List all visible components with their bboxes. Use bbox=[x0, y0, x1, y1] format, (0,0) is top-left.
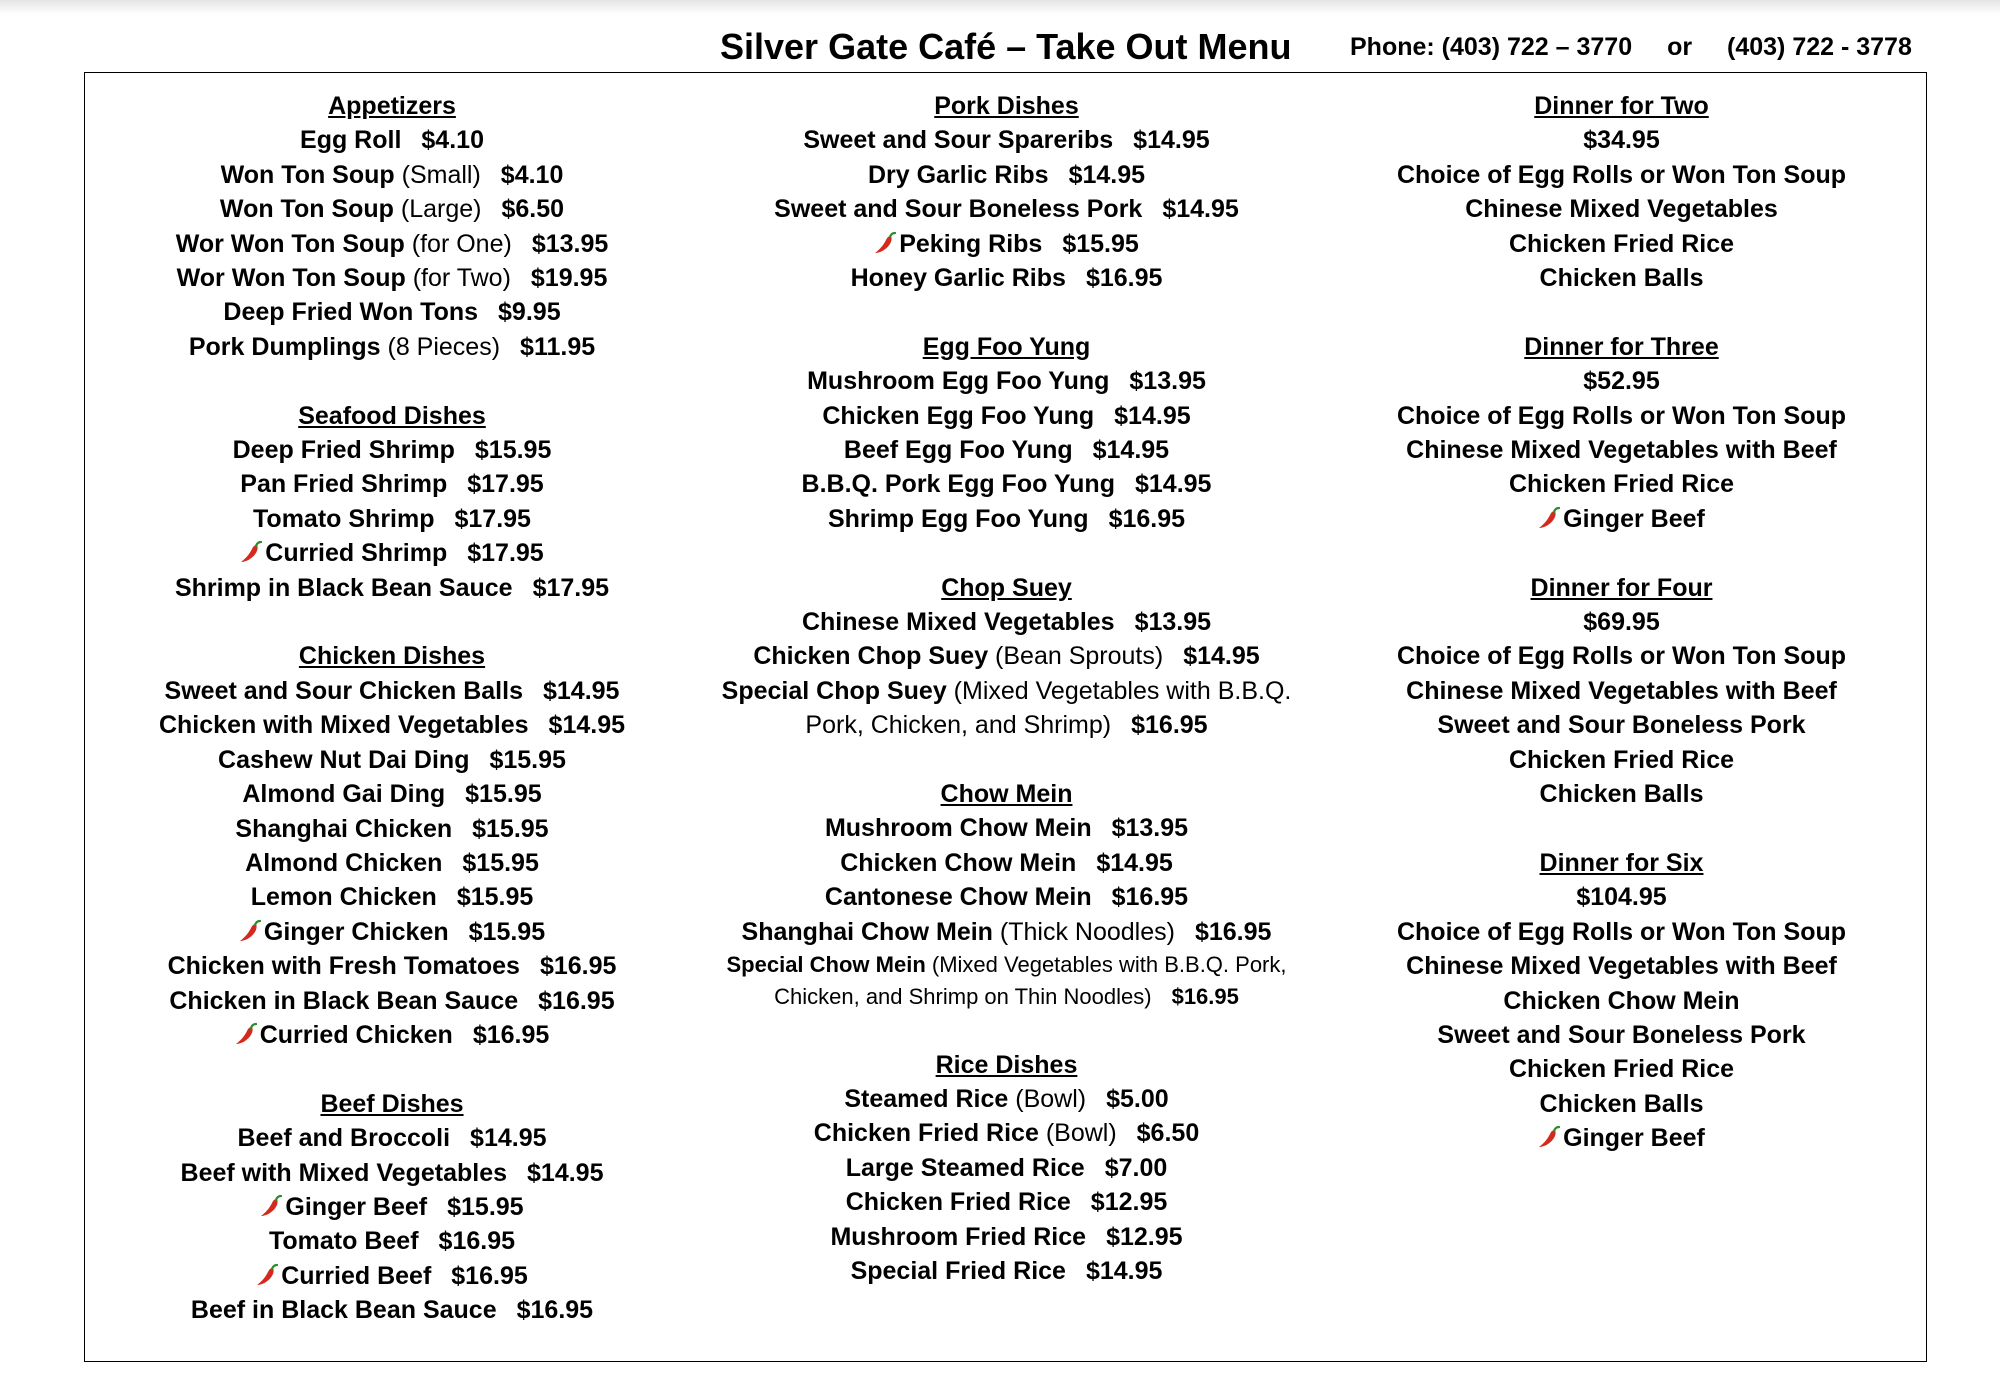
item-name: Chinese Mixed Vegetables bbox=[1465, 195, 1778, 224]
item-name: Choice of Egg Rolls or Won Ton Soup bbox=[1396, 917, 1847, 946]
item-price: $13.95 bbox=[1134, 608, 1212, 637]
section-heading-chicken-dishes: Chicken Dishes bbox=[298, 642, 486, 671]
menu-item bbox=[100, 536, 684, 570]
section-heading-chow-mein: Chow Mein bbox=[940, 780, 1073, 809]
item-name: Pan Fried Shrimp bbox=[240, 470, 448, 499]
item-price: $19.95 bbox=[530, 264, 608, 293]
menu-item bbox=[100, 502, 684, 536]
item-price: $15.95 bbox=[474, 436, 552, 465]
dinner-price: $52.95 bbox=[1583, 367, 1660, 396]
menu-item bbox=[695, 1082, 1318, 1116]
item-price: $12.95 bbox=[1106, 1222, 1183, 1251]
menu-item bbox=[1318, 1018, 1925, 1052]
item-price: $14.95 bbox=[1133, 126, 1210, 155]
menu-item bbox=[695, 674, 1318, 743]
item-price: $16.95 bbox=[1108, 504, 1186, 533]
menu-item bbox=[1318, 777, 1925, 811]
item-price: $4.10 bbox=[421, 126, 484, 155]
menu-item bbox=[1318, 1087, 1925, 1121]
menu-item bbox=[100, 1224, 684, 1258]
item-name: Pork Dumplings bbox=[188, 332, 381, 361]
menu-column-middle bbox=[695, 89, 1318, 1288]
item-name: Chicken with Fresh Tomatoes bbox=[167, 952, 520, 981]
item-price: $13.95 bbox=[1111, 814, 1189, 843]
item-name: Cashew Nut Dai Ding bbox=[218, 745, 470, 774]
item-name: Chinese Mixed Vegetables with Beef bbox=[1406, 436, 1837, 465]
menu-item bbox=[695, 123, 1318, 157]
item-name: Chicken Balls bbox=[1539, 780, 1704, 809]
menu-item bbox=[695, 399, 1318, 433]
item-name: Beef in Black Bean Sauce bbox=[190, 1296, 497, 1325]
item-name: Lemon Chicken bbox=[250, 883, 437, 912]
menu-item bbox=[100, 261, 684, 295]
item-name: Chinese Mixed Vegetables with Beef bbox=[1406, 676, 1837, 705]
item-name: Chicken Chow Mein bbox=[840, 848, 1077, 877]
dinner-price: $104.95 bbox=[1576, 883, 1667, 912]
phone-number-1: (403) 722 – 3770 bbox=[1441, 33, 1633, 61]
item-price: $17.95 bbox=[532, 573, 610, 602]
dinner-price: $69.95 bbox=[1583, 608, 1660, 637]
item-name: Shrimp in Black Bean Sauce bbox=[174, 573, 513, 602]
item-note: (Bowl) bbox=[1045, 1119, 1117, 1148]
item-name: Chicken Fried Rice bbox=[1508, 745, 1735, 774]
item-name: Sweet and Sour Chicken Balls bbox=[164, 676, 523, 705]
menu-item bbox=[100, 295, 684, 329]
item-price: $13.95 bbox=[1129, 367, 1206, 396]
item-name: Steamed Rice bbox=[844, 1084, 1009, 1113]
item-price: $15.95 bbox=[489, 745, 566, 774]
item-name: Chicken in Black Bean Sauce bbox=[169, 986, 519, 1015]
section-heading-seafood-dishes: Seafood Dishes bbox=[298, 401, 486, 430]
menu-item bbox=[695, 811, 1318, 845]
chili-pepper-icon bbox=[235, 1021, 257, 1045]
menu-item bbox=[695, 1185, 1318, 1219]
menu-item bbox=[100, 915, 684, 949]
menu-item bbox=[695, 433, 1318, 467]
phone-numbers bbox=[1350, 33, 1912, 62]
menu-item bbox=[695, 261, 1318, 295]
item-name: Mushroom Chow Mein bbox=[824, 814, 1092, 843]
section-heading-dinner-for-two: Dinner for Two bbox=[1534, 92, 1709, 120]
menu-item bbox=[100, 743, 684, 777]
menu-item bbox=[695, 605, 1318, 639]
item-price: $17.95 bbox=[467, 470, 544, 499]
menu-item bbox=[100, 984, 684, 1018]
item-price: $16.95 bbox=[472, 1020, 550, 1049]
item-name: Beef with Mixed Vegetables bbox=[180, 1158, 508, 1187]
menu-item bbox=[100, 777, 684, 811]
item-price: $15.95 bbox=[456, 883, 534, 912]
item-note: (Large) bbox=[400, 195, 482, 224]
item-price: $14.95 bbox=[548, 711, 626, 740]
item-price: $6.50 bbox=[501, 195, 565, 224]
item-name: Tomato Shrimp bbox=[253, 504, 435, 533]
item-price: $13.95 bbox=[531, 229, 609, 258]
item-note: (Small) bbox=[401, 160, 481, 189]
menu-item bbox=[695, 915, 1318, 949]
menu-column-left bbox=[100, 89, 684, 1328]
item-price: $15.95 bbox=[472, 814, 549, 843]
menu-item bbox=[100, 812, 684, 846]
item-name: Sweet and Sour Boneless Pork bbox=[1437, 1020, 1806, 1049]
menu-item bbox=[1318, 261, 1925, 295]
item-name: Ginger Beef bbox=[1563, 504, 1705, 533]
menu-item bbox=[1318, 949, 1925, 983]
item-name: Shanghai Chicken bbox=[235, 814, 453, 843]
item-name: Special Chow Mein bbox=[726, 952, 926, 978]
item-name: Mushroom Egg Foo Yung bbox=[807, 367, 1110, 396]
menu-item bbox=[100, 467, 684, 501]
menu-item bbox=[100, 880, 684, 914]
item-price: $17.95 bbox=[454, 504, 531, 533]
menu-item bbox=[100, 330, 684, 364]
item-note: (for One) bbox=[411, 229, 512, 258]
menu-title: Silver Gate Café – Take Out Menu bbox=[720, 26, 1292, 67]
top-edge-shadow bbox=[0, 0, 2000, 14]
item-name: B.B.Q. Pork Egg Foo Yung bbox=[801, 470, 1115, 499]
menu-item bbox=[695, 227, 1318, 261]
item-price: $4.10 bbox=[500, 160, 564, 189]
item-name: Beef and Broccoli bbox=[237, 1124, 451, 1153]
menu-item bbox=[100, 227, 684, 261]
item-price: $17.95 bbox=[467, 539, 544, 568]
item-price: $9.95 bbox=[498, 298, 561, 327]
item-name: Deep Fried Shrimp bbox=[232, 436, 455, 465]
menu-item bbox=[1318, 158, 1925, 192]
item-name: Chicken Balls bbox=[1539, 1089, 1704, 1118]
item-name: Chicken Fried Rice bbox=[1508, 1055, 1735, 1084]
item-note: (Mixed Vegetables with B.B.Q. Pork, Chicken, and Shrimp on Thin Noodles) bbox=[774, 952, 1287, 1010]
menu-item bbox=[1318, 674, 1925, 708]
item-name: Won Ton Soup bbox=[220, 160, 395, 189]
item-name: Chinese Mixed Vegetables bbox=[801, 608, 1115, 637]
menu-item bbox=[100, 123, 684, 157]
section-heading-pork-dishes: Pork Dishes bbox=[934, 92, 1079, 120]
item-price: $11.95 bbox=[520, 332, 596, 361]
chili-pepper-icon bbox=[874, 230, 896, 254]
item-name: Chicken Fried Rice bbox=[1508, 470, 1735, 499]
menu-item bbox=[100, 1190, 684, 1224]
item-name: Mushroom Fried Rice bbox=[830, 1222, 1087, 1251]
item-name: Beef Egg Foo Yung bbox=[843, 436, 1073, 465]
section-heading-beef-dishes: Beef Dishes bbox=[320, 1089, 464, 1118]
menu-item bbox=[695, 158, 1318, 192]
item-name: Sweet and Sour Boneless Pork bbox=[1437, 711, 1806, 740]
menu-item bbox=[695, 1151, 1318, 1185]
menu-item bbox=[695, 846, 1318, 880]
item-price: $14.95 bbox=[1092, 436, 1170, 465]
item-note: (Mixed Vegetables with B.B.Q. Pork, Chicken, and Shrimp) bbox=[805, 676, 1292, 740]
section-heading-dinner-for-three: Dinner for Three bbox=[1524, 332, 1719, 361]
menu-item bbox=[100, 571, 684, 605]
menu-item bbox=[1318, 227, 1925, 261]
phone-number-2: (403) 722 - 3778 bbox=[1727, 33, 1912, 61]
item-name: Deep Fried Won Tons bbox=[223, 298, 479, 327]
menu-item bbox=[1318, 743, 1925, 777]
item-name: Choice of Egg Rolls or Won Ton Soup bbox=[1396, 160, 1847, 189]
item-name: Sweet and Sour Spareribs bbox=[803, 126, 1114, 155]
item-price: $16.95 bbox=[1131, 711, 1208, 740]
item-name: Chicken Fried Rice bbox=[1508, 229, 1735, 258]
item-price: $15.95 bbox=[1062, 229, 1139, 258]
item-price: $14.95 bbox=[527, 1158, 604, 1187]
item-name: Chicken with Mixed Vegetables bbox=[158, 711, 529, 740]
menu-item bbox=[100, 1156, 684, 1190]
item-note: (for Two) bbox=[412, 264, 511, 293]
item-name: Chicken Egg Foo Yung bbox=[822, 401, 1095, 430]
item-name: Chicken Chow Mein bbox=[1503, 986, 1740, 1015]
item-name: Almond Gai Ding bbox=[242, 780, 446, 809]
item-price: $15.95 bbox=[468, 917, 546, 946]
menu-item bbox=[100, 433, 684, 467]
item-price: $16.95 bbox=[451, 1261, 528, 1290]
item-name: Chinese Mixed Vegetables with Beef bbox=[1406, 952, 1837, 981]
section-heading-dinner-for-six: Dinner for Six bbox=[1539, 848, 1704, 877]
item-name: Shrimp Egg Foo Yung bbox=[827, 504, 1089, 533]
menu-item bbox=[695, 192, 1318, 226]
menu-item bbox=[1318, 192, 1925, 226]
section-heading-appetizers: Appetizers bbox=[328, 92, 456, 120]
menu-item bbox=[100, 1018, 684, 1052]
menu-item bbox=[100, 158, 684, 192]
item-price: $16.95 bbox=[516, 1296, 594, 1325]
item-price: $16.95 bbox=[1085, 264, 1163, 293]
section-heading-chop-suey: Chop Suey bbox=[941, 573, 1072, 602]
item-price: $14.95 bbox=[1068, 160, 1146, 189]
menu-item bbox=[695, 1116, 1318, 1150]
item-price: $16.95 bbox=[539, 952, 617, 981]
item-name: Shanghai Chow Mein bbox=[741, 917, 993, 946]
item-price: $14.95 bbox=[470, 1124, 547, 1153]
item-price: $7.00 bbox=[1104, 1153, 1168, 1182]
item-name: Choice of Egg Rolls or Won Ton Soup bbox=[1396, 642, 1847, 671]
chili-pepper-icon bbox=[1538, 505, 1560, 529]
menu-item bbox=[100, 708, 684, 742]
phone-or: or bbox=[1667, 33, 1693, 61]
item-note: (Thick Noodles) bbox=[999, 917, 1175, 946]
section-heading-egg-foo-yung: Egg Foo Yung bbox=[922, 332, 1091, 361]
menu-item bbox=[100, 846, 684, 880]
menu-item bbox=[1318, 708, 1925, 742]
item-name: Almond Chicken bbox=[245, 848, 443, 877]
item-price: $15.95 bbox=[462, 848, 539, 877]
item-name: Ginger Chicken bbox=[263, 917, 449, 946]
item-price: $14.95 bbox=[542, 676, 620, 705]
item-note: (Bean Sprouts) bbox=[995, 642, 1164, 671]
item-name: Chicken Fried Rice bbox=[845, 1188, 1071, 1217]
item-name: Dry Garlic Ribs bbox=[867, 160, 1049, 189]
menu-item bbox=[1318, 639, 1925, 673]
menu-item bbox=[695, 502, 1318, 536]
menu-item bbox=[695, 467, 1318, 501]
item-price: $16.95 bbox=[538, 986, 615, 1015]
menu-item bbox=[695, 1220, 1318, 1254]
item-name: Curried Chicken bbox=[259, 1020, 453, 1049]
menu-item bbox=[100, 674, 684, 708]
section-heading-rice-dishes: Rice Dishes bbox=[935, 1050, 1078, 1079]
item-price: $14.95 bbox=[1162, 195, 1239, 224]
chili-pepper-icon bbox=[1538, 1124, 1560, 1148]
dinner-price: $34.95 bbox=[1583, 126, 1660, 155]
item-note: (Bowl) bbox=[1015, 1084, 1087, 1113]
item-price: $5.00 bbox=[1106, 1084, 1169, 1113]
item-name: Chicken Chop Suey bbox=[753, 642, 989, 671]
chili-pepper-icon bbox=[240, 539, 262, 563]
item-name: Ginger Beef bbox=[1563, 1124, 1705, 1153]
item-name: Ginger Beef bbox=[285, 1192, 428, 1221]
chili-pepper-icon bbox=[239, 918, 261, 942]
item-name: Tomato Beef bbox=[268, 1227, 419, 1256]
menu-item bbox=[1318, 1121, 1925, 1155]
menu-item bbox=[695, 364, 1318, 398]
item-name: Egg Roll bbox=[300, 126, 402, 155]
item-price: $16.95 bbox=[438, 1227, 516, 1256]
item-price: $14.95 bbox=[1134, 470, 1212, 499]
item-price: $14.95 bbox=[1085, 1256, 1163, 1285]
menu-item bbox=[1318, 399, 1925, 433]
menu-item bbox=[1318, 1052, 1925, 1086]
menu-item bbox=[100, 949, 684, 983]
chili-pepper-icon bbox=[256, 1262, 278, 1286]
item-name: Wor Won Ton Soup bbox=[175, 229, 405, 258]
phone-label: Phone: bbox=[1350, 33, 1435, 61]
item-price: $16.95 bbox=[1171, 984, 1239, 1010]
item-price: $14.95 bbox=[1183, 642, 1260, 671]
menu-item bbox=[1318, 433, 1925, 467]
item-name: Choice of Egg Rolls or Won Ton Soup bbox=[1396, 401, 1847, 430]
item-name: Won Ton Soup bbox=[219, 195, 394, 224]
menu-column-right bbox=[1318, 89, 1925, 1156]
item-name: Peking Ribs bbox=[899, 229, 1043, 258]
item-price: $15.95 bbox=[465, 780, 542, 809]
item-name: Wor Won Ton Soup bbox=[176, 264, 406, 293]
menu-item bbox=[100, 192, 684, 226]
item-price: $14.95 bbox=[1096, 848, 1173, 877]
item-name: Chicken Balls bbox=[1539, 264, 1704, 293]
menu-item bbox=[695, 949, 1318, 1013]
section-heading-dinner-for-four: Dinner for Four bbox=[1530, 573, 1713, 602]
item-name: Sweet and Sour Boneless Pork bbox=[774, 195, 1143, 224]
item-price: $16.95 bbox=[1194, 917, 1272, 946]
item-name: Curried Beef bbox=[281, 1261, 432, 1290]
item-price: $12.95 bbox=[1090, 1188, 1168, 1217]
menu-item bbox=[100, 1121, 684, 1155]
item-price: $6.50 bbox=[1136, 1119, 1200, 1148]
item-name: Chicken Fried Rice bbox=[813, 1119, 1039, 1148]
item-name: Special Chop Suey bbox=[721, 676, 947, 705]
item-name: Cantonese Chow Mein bbox=[824, 883, 1092, 912]
menu-item bbox=[1318, 467, 1925, 501]
item-name: Large Steamed Rice bbox=[845, 1153, 1085, 1182]
menu-item bbox=[1318, 915, 1925, 949]
chili-pepper-icon bbox=[260, 1193, 282, 1217]
menu-item bbox=[1318, 984, 1925, 1018]
item-name: Curried Shrimp bbox=[265, 539, 448, 568]
menu-item bbox=[695, 639, 1318, 673]
menu-item bbox=[695, 880, 1318, 914]
item-price: $15.95 bbox=[447, 1192, 524, 1221]
item-note: (8 Pieces) bbox=[387, 332, 501, 361]
menu-item bbox=[100, 1293, 684, 1327]
menu-item bbox=[695, 1254, 1318, 1288]
menu-item bbox=[100, 1259, 684, 1293]
item-price: $16.95 bbox=[1111, 883, 1189, 912]
item-name: Honey Garlic Ribs bbox=[850, 264, 1066, 293]
item-name: Special Fried Rice bbox=[850, 1256, 1066, 1285]
menu-item bbox=[1318, 502, 1925, 536]
item-price: $14.95 bbox=[1114, 401, 1191, 430]
